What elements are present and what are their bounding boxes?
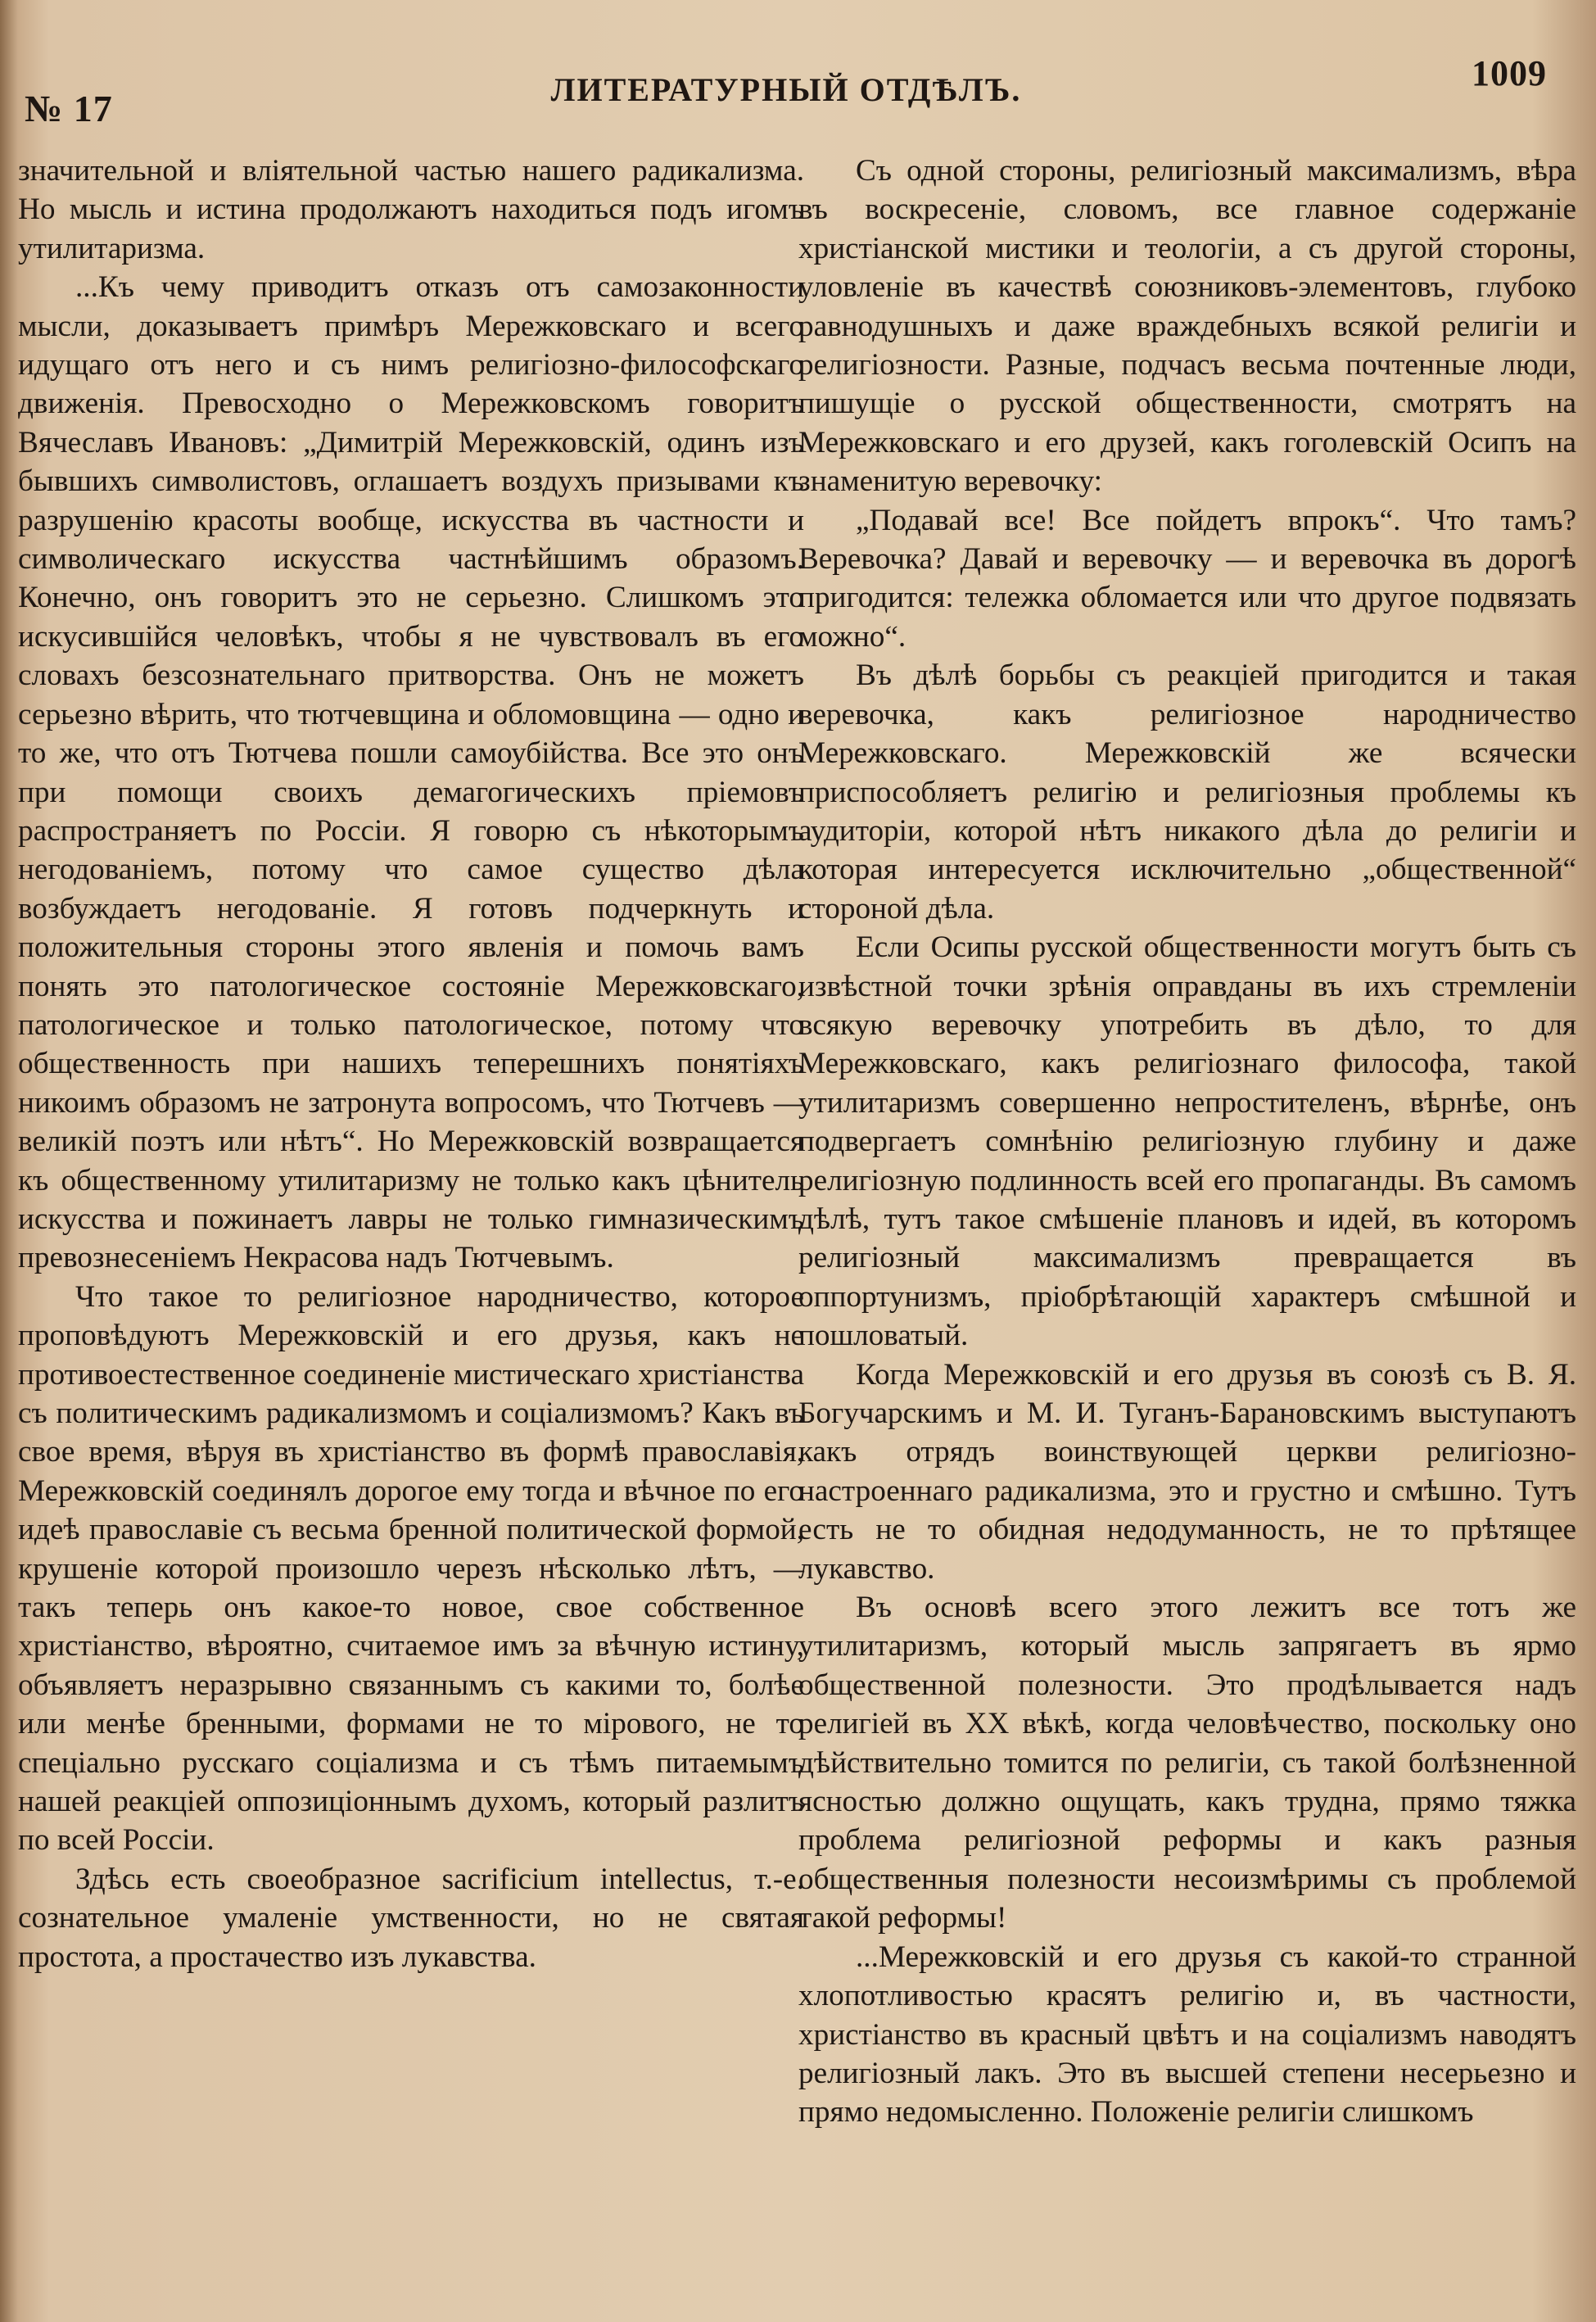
paragraph: Въ основѣ всего этого лежитъ все тотъ же утилитаризмъ, который мысль запрягаетъ въ ярмо общественной полезности. Это продѣлывается надъ религіей въ XX вѣкѣ, когда человѣчество, поскольку оно дѣйствительно томится по религіи, съ такой болѣзненной ясностью должно ощущать, какъ трудна, прямо тяжка проблема религіозной реформы и какъ разныя общественныя полезности несоизмѣримы съ проблемой такой реформы! bbox=[798, 1591, 1576, 1935]
paragraph: Если Осипы русской общественности могутъ быть съ извѣстной точки зрѣнія оправданы въ ихъ стремленіи всякую веревочку употребить въ дѣло, то для Мережковскаго, какъ религіознаго философа, такой утилитаризмъ совершенно непростителенъ, вѣрнѣе, онъ подвергаетъ сомнѣнію религіозную глубину и даже религіозную подлинность всей его пропаганды. Въ самомъ дѣлѣ, тутъ такое смѣшеніе плановъ и идей, въ которомъ религіозный максимализмъ превращается въ оппортунизмъ, пріобрѣтающій характеръ смѣшной и пошловатый. bbox=[798, 930, 1576, 1353]
paragraph: Здѣсь есть своеобразное sacrificium intellectus, т.-е. сознательное умаленіе умственности, но не святая простота, а простачество изъ лукавства. bbox=[18, 1862, 804, 1974]
paragraph: Съ одной стороны, религіозный максимализмъ, вѣра въ воскресеніе, словомъ, все главное содержаніе христіанской мистики и теологіи, а съ другой стороны, уловленіе въ качествѣ союзниковъ-элементовъ, глубоко равнодушныхъ и даже враждебныхъ всякой религіи и религіозности. Разные, подчасъ весьма почтенные люди, пишущіе о русской общественности, смотрятъ на Мережковскаго и его друзей, какъ гоголевскій Осипъ на знаменитую веревочку: bbox=[798, 154, 1576, 499]
paragraph: Что такое то религіозное народничество, которое проповѣдуютъ Мережковскій и его друзья, какъ не противоестественное соединеніе мистическаго христіанства съ политическимъ радикализмомъ и соціализмомъ? Какъ въ свое время, вѣруя въ христіанство въ формѣ православія, Мережковскій соединялъ дорогое ему тогда и вѣчное по его идеѣ православіе съ весьма бренной политической формой, крушеніе которой произошло черезъ нѣсколько лѣтъ, — такъ теперь онъ какое-то новое, свое собственное христіанство, вѣроятно, считаемое имъ за вѣчную истину, объявляетъ неразрывно связаннымъ съ какими то, болѣе или менѣе бренными, формами не то мірового, не то спеціально русскаго соціализма и съ тѣмъ питаемымъ нашей реакціей оппозиціоннымъ духомъ, который разлитъ по всей Россіи. bbox=[18, 1279, 804, 1858]
section-title: ЛИТЕРАТУРНЫЙ ОТДѢЛЪ. bbox=[550, 71, 1022, 108]
paragraph: ...Къ чему приводитъ отказъ отъ самозаконности мысли, доказываетъ примѣръ Мережковскаго и всего идущаго отъ него и съ нимъ религіозно-философскаго движенія. Превосходно о Мережковскомъ говоритъ Вячеславъ Ивановъ: „Димитрій Мережковскій, одинъ изъ бывшихъ символистовъ, оглашаетъ воздухъ призывами къ разрушенію красоты вообще, искусства въ частности и символическаго искусства частнѣйшимъ образомъ. Конечно, онъ говоритъ это не серьезно. Слишкомъ это искусившійся человѣкъ, чтобы я не чувствовалъ въ его словахъ безсознательнаго притворства. Онъ не можетъ серьезно вѣрить, что тютчевщина и обломовщина — одно и то же, что отъ Тютчева пошли самоубійства. Все это онъ при помощи своихъ демагогическихъ пріемовъ распространяетъ по Россіи. Я говорю съ нѣкоторымъ негодованіемъ, потому что самое существо дѣла возбуждаетъ негодованіе. Я готовъ подчеркнуть и положительныя стороны этого явленія и помочь вамъ понять это патологическое состояніе Мережковскаго, патологическое и только патологическое, потому что общественность при нашихъ теперешнихъ понятіяхъ никоимъ образомъ не затронута вопросомъ, что Тютчевъ — великій поэтъ или нѣтъ“. Но Мережковскій возвращается къ общественному утилитаризму не только какъ цѣнитель искусства и пожинаетъ лавры не только гимназическимъ превознесеніемъ Некрасова надъ Тютчевымъ. bbox=[18, 270, 804, 1275]
paragraph: Въ дѣлѣ борьбы съ реакціей пригодится и такая веревочка, какъ религіозное народничество Мережковскаго. Мережковскій же всячески приспособляетъ религію и религіозныя проблемы къ аудиторіи, которой нѣтъ никакого дѣла до религіи и которая интересуется исключительно „общественной“ стороной дѣла. bbox=[798, 659, 1576, 926]
issue-number: № 17 bbox=[25, 88, 113, 129]
page-header bbox=[0, 48, 1596, 129]
right-column bbox=[798, 152, 1576, 2132]
paragraph: значительной и вліятельной частью нашего радикализма. Но мысль и истина продолжаютъ находиться подъ игомъ утилитаризма. bbox=[18, 154, 804, 265]
paragraph: ...Мережковскій и его друзья съ какой-то странной хлопотливостью красятъ религію и, въ частности, христіанство въ красный цвѣтъ и на соціализмъ наводятъ религіозный лакъ. Это въ высшей степени несерьезно и прямо недомысленно. Положеніе религіи слишкомъ bbox=[798, 1940, 1576, 2130]
page-number: 1009 bbox=[1472, 53, 1547, 93]
left-column bbox=[18, 152, 804, 1976]
quotation: „Подавай все! Все пойдетъ впрокъ“. Что тамъ? Веревочка? Давай и веревочку — и веревочка въ дорогѣ пригодится: тележка обломается или что другое подвязать можно“. bbox=[798, 503, 1576, 654]
paragraph: Когда Мережковскій и его друзья въ союзѣ съ В. Я. Богучарскимъ и М. И. Туганъ-Барановскимъ выступаютъ какъ отрядъ воинствующей церкви религіозно-настроеннаго радикализма, это и грустно и смѣшно. Тутъ есть не то обидная недодуманность, не то прѣтящее лукавство. bbox=[798, 1357, 1576, 1586]
